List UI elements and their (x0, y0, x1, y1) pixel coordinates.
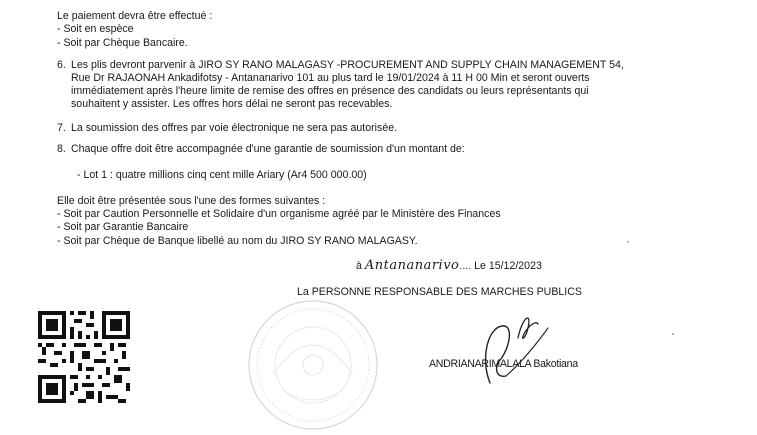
payment-option-cheque: - Soit par Chèque Bancaire. (57, 37, 188, 49)
signatory-name: ANDRIANARIMALALA Bakotiana (429, 358, 578, 370)
forms-option-caution: - Soit par Caution Personnelle et Solidaire d'un organisme agréé par le Ministère des Finances (57, 208, 501, 220)
place-handwritten: Antananarivo (364, 258, 460, 273)
item6-number: 6. (57, 59, 66, 71)
qr-code-icon (38, 311, 130, 403)
official-seal-stamp (243, 295, 383, 435)
item7-text: La soumission des offres par voie électronique ne sera pas autorisée. (71, 122, 398, 134)
responsible-title: La PERSONNE RESPONSABLE DES MARCHES PUBLICS (297, 286, 582, 298)
item8-lot1: - Lot 1 : quatre millions cinq cent mille Ariary (Ar4 500 000.00) (77, 169, 367, 181)
payment-intro: Le paiement devra être effectué : (57, 10, 213, 22)
item6-line4: souhaitent y assister. Les offres hors délai ne seront pas recevables. (71, 98, 393, 110)
forms-intro: Elle doit être présentée sous l'une des formes suivantes : (57, 195, 326, 207)
scan-speck (627, 241, 629, 243)
item6-line2: Rue Dr RAJAONAH Ankadifotsy - Antananarivo 101 au plus tard le 19/01/2024 à 11 H 00 Min et seront ouverts (71, 72, 590, 84)
handwritten-signature (470, 298, 600, 408)
item8-number: 8. (57, 143, 66, 155)
forms-option-cheque: - Soit par Chèque de Banque libellé au nom du JIRO SY RANO MALAGASY. (57, 235, 418, 247)
forms-option-garantie: - Soit par Garantie Bancaire (57, 221, 189, 233)
item7-number: 7. (57, 122, 66, 134)
item6-line1: Les plis devront parvenir à JIRO SY RANO MALAGASY -PROCUREMENT AND SUPPLY CHAIN MANAGEMENT 54, (71, 59, 624, 71)
place-date-line (356, 259, 542, 273)
place-prefix: à (356, 260, 362, 272)
payment-option-cash: - Soit en espèce (57, 23, 134, 35)
item8-text: Chaque offre doit être accompagnée d'une garantie de soumission d'un montant de: (71, 143, 465, 155)
scan-speck (672, 333, 674, 335)
item6-line3: immédiatement après l'heure limite de remise des offres en présence des candidats ou leurs représentants qui (71, 85, 589, 97)
date-text: .... Le 15/12/2023 (459, 260, 542, 272)
